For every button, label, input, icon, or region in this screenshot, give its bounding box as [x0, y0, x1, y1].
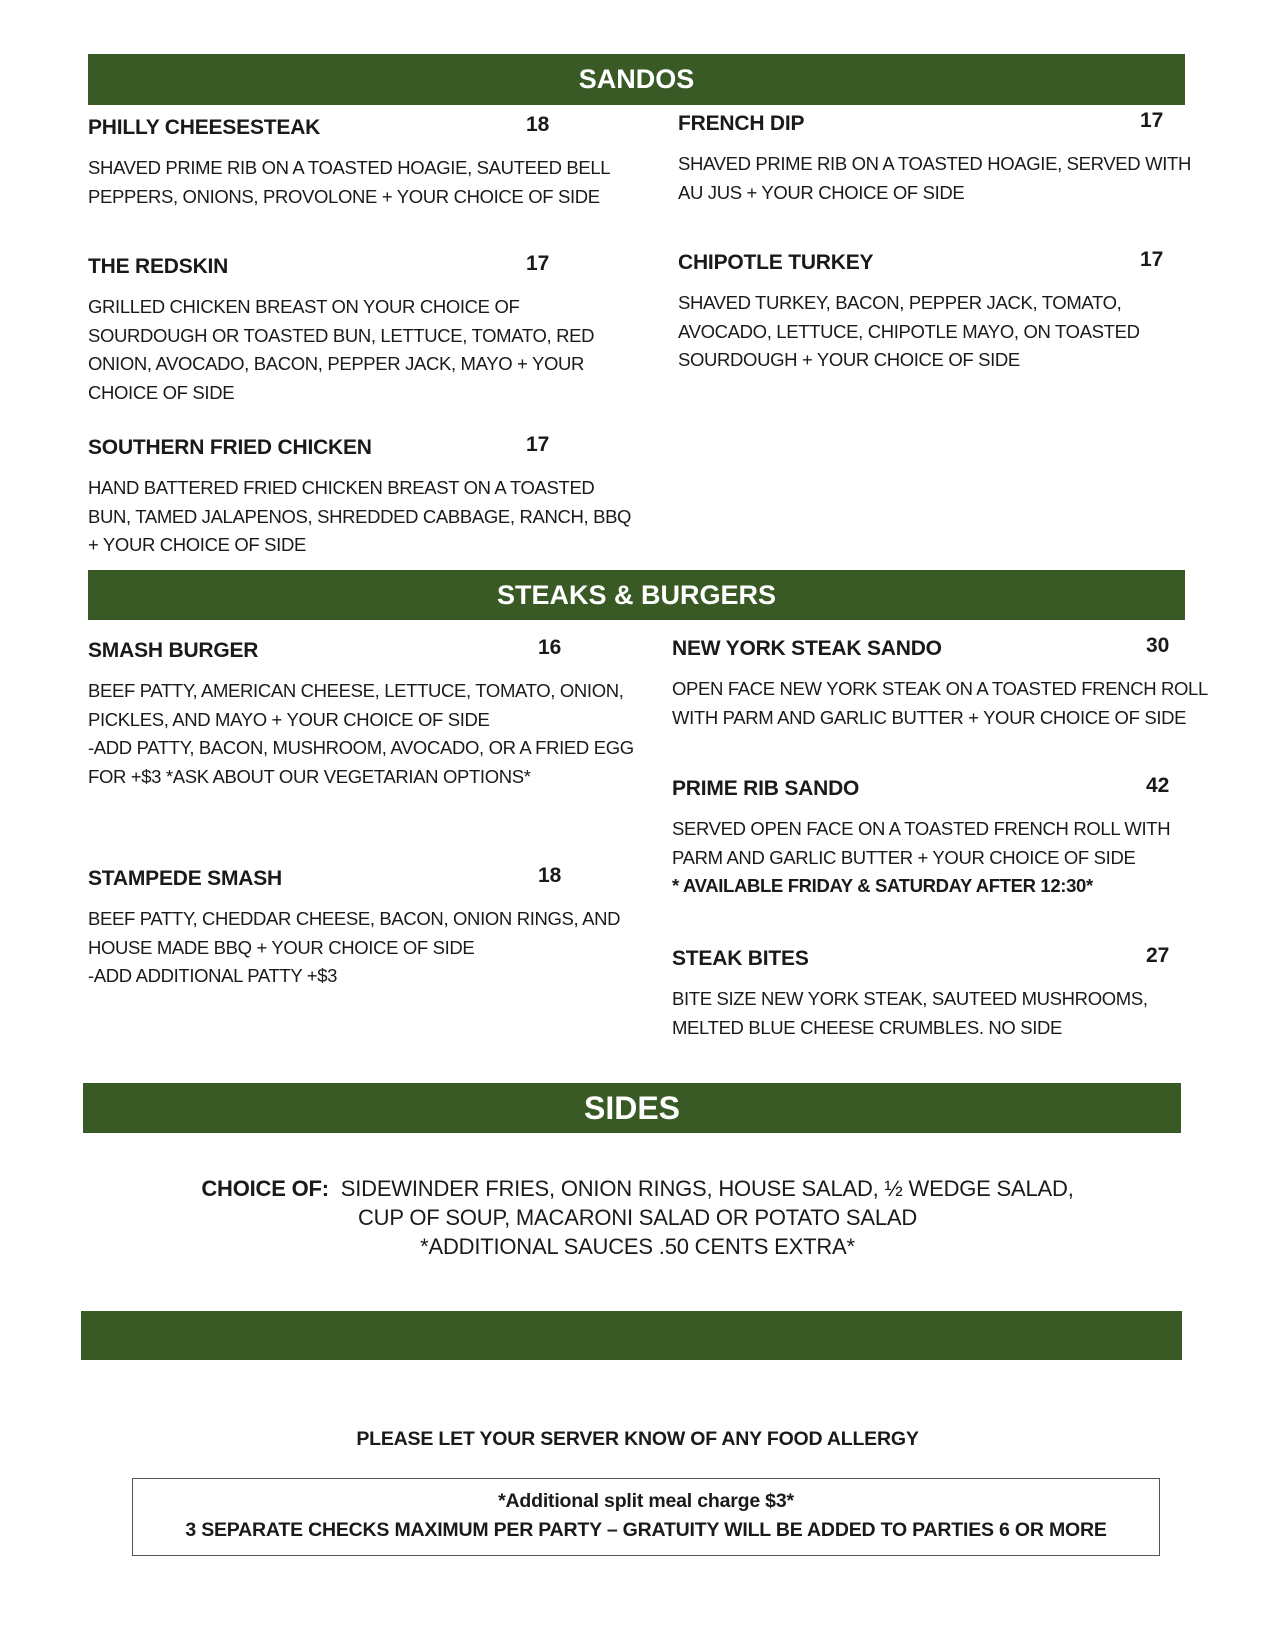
item-name: SOUTHERN FRIED CHICKEN: [88, 436, 372, 459]
allergy-notice: PLEASE LET YOUR SERVER KNOW OF ANY FOOD ALLERGY: [356, 1428, 919, 1450]
item-name: NEW YORK STEAK SANDO: [672, 637, 942, 660]
description-line: + YOUR CHOICE OF SIDE: [88, 534, 306, 556]
description-line: HOUSE MADE BBQ + YOUR CHOICE OF SIDE: [88, 936, 475, 958]
description-line: SOURDOUGH OR TOASTED BUN, LETTUCE, TOMATO, RED: [88, 324, 595, 346]
item-name: STEAK BITES: [672, 947, 809, 970]
menu-item-southern-fried-chicken: [88, 433, 633, 561]
item-price: 17: [1140, 248, 1164, 271]
item-name: SMASH BURGER: [88, 639, 259, 662]
item-description: [672, 985, 1148, 1042]
item-description: [678, 150, 1191, 207]
footer-band: [81, 1311, 1182, 1360]
item-name: CHIPOTLE TURKEY: [678, 251, 874, 274]
description-line: CHOICE OF SIDE: [88, 381, 235, 403]
menu-item-prime-rib-sando: [672, 774, 1212, 907]
menu-item-philly-cheesesteak: [88, 113, 633, 216]
item-price: 18: [538, 864, 562, 887]
description-line: BITE SIZE NEW YORK STEAK, SAUTEED MUSHROOMS,: [672, 988, 1148, 1009]
description-line: AVOCADO, LETTUCE, CHIPOTLE MAYO, ON TOASTED: [678, 320, 1140, 342]
item-description: [672, 675, 1208, 732]
item-name: FRENCH DIP: [678, 112, 805, 135]
description-line: PEPPERS, ONIONS, PROVOLONE + YOUR CHOICE OF SIDE: [88, 185, 600, 207]
item-description: [88, 905, 620, 991]
description-line: PARM AND GARLIC BUTTER + YOUR CHOICE OF SIDE: [672, 846, 1136, 868]
item-description: [678, 289, 1140, 375]
item-price: 17: [1140, 109, 1164, 132]
item-name: PHILLY CHEESESTEAK: [88, 116, 321, 139]
section-header-steaks-burgers: [88, 570, 1185, 620]
section-header-sandos: [88, 54, 1185, 105]
description-line: OPEN FACE NEW YORK STEAK ON A TOASTED FRENCH ROLL: [672, 678, 1208, 699]
description-line: WITH PARM AND GARLIC BUTTER + YOUR CHOICE OF SIDE: [672, 706, 1187, 728]
item-name: STAMPEDE SMASH: [88, 867, 282, 890]
description-line: SHAVED PRIME RIB ON A TOASTED HOAGIE, SERVED WITH: [678, 153, 1191, 174]
menu-item-stampede-smash: [88, 864, 648, 992]
sides-sauce-note: *ADDITIONAL SAUCES .50 CENTS EXTRA*: [420, 1234, 855, 1259]
description-line: GRILLED CHICKEN BREAST ON YOUR CHOICE OF: [88, 296, 520, 317]
section-title: SANDOS: [578, 64, 695, 94]
description-line: BUN, TAMED JALAPENOS, SHREDDED CABBAGE, RANCH, BBQ: [88, 505, 632, 527]
sides-line-2: CUP OF SOUP, MACARONI SALAD OR POTATO SALAD: [357, 1205, 918, 1230]
description-line: SHAVED PRIME RIB ON A TOASTED HOAGIE, SAUTEED BELL: [88, 157, 611, 178]
menu-item-steak-bites: [672, 944, 1212, 1047]
sides-label: CHOICE OF:: [201, 1176, 329, 1201]
item-price: 42: [1146, 774, 1170, 797]
description-line: BEEF PATTY, CHEDDAR CHEESE, BACON, ONION RINGS, AND: [88, 908, 621, 929]
menu-item-new-york-steak-sando: [672, 634, 1212, 737]
description-line: BEEF PATTY, AMERICAN CHEESE, LETTUCE, TOMATO, ONION,: [88, 680, 624, 701]
menu-item-smash-burger: [88, 636, 648, 799]
item-description: [88, 154, 610, 211]
policy-box: [132, 1478, 1160, 1556]
menu-item-the-redskin: [88, 252, 633, 415]
description-line: -ADD PATTY, BACON, MUSHROOM, AVOCADO, OR A FRIED EGG: [88, 737, 634, 759]
sides-list: [0, 1174, 1275, 1261]
item-name: THE REDSKIN: [88, 255, 229, 278]
menu-item-french-dip: [678, 109, 1198, 212]
description-line: ONION, AVOCADO, BACON, PEPPER JACK, MAYO + YOUR: [88, 353, 585, 375]
item-description: [672, 815, 1170, 901]
item-price: 17: [526, 252, 550, 275]
item-price: 18: [526, 113, 550, 136]
description-line: SHAVED TURKEY, BACON, PEPPER JACK, TOMATO,: [678, 292, 1122, 313]
split-meal-charge: *Additional split meal charge $3*: [498, 1490, 794, 1512]
description-line: SERVED OPEN FACE ON A TOASTED FRENCH ROLL WITH: [672, 818, 1171, 839]
item-description: [88, 677, 634, 791]
description-line: MELTED BLUE CHEESE CRUMBLES. NO SIDE: [672, 1016, 1063, 1038]
sides-line-1: [0, 1174, 1275, 1203]
sides-options: SIDEWINDER FRIES, ONION RINGS, HOUSE SALAD, ½ WEDGE SALAD,: [340, 1176, 1074, 1201]
description-line: SOURDOUGH + YOUR CHOICE OF SIDE: [678, 349, 1020, 371]
item-description: [88, 474, 631, 560]
section-title: STEAKS & BURGERS: [496, 580, 777, 610]
item-price: 17: [526, 433, 550, 456]
item-price: 27: [1146, 944, 1170, 967]
section-title: SIDES: [583, 1090, 681, 1126]
item-price: 30: [1146, 634, 1170, 657]
description-line: FOR +$3 *ASK ABOUT OUR VEGETARIAN OPTIONS*: [88, 765, 531, 787]
item-name: PRIME RIB SANDO: [672, 777, 860, 800]
description-line: AU JUS + YOUR CHOICE OF SIDE: [678, 181, 965, 203]
item-description: [88, 293, 594, 407]
menu-item-chipotle-turkey: [678, 248, 1198, 381]
checks-policy: 3 SEPARATE CHECKS MAXIMUM PER PARTY – GRATUITY WILL BE ADDED TO PARTIES 6 OR MORE: [185, 1519, 1107, 1541]
description-line: PICKLES, AND MAYO + YOUR CHOICE OF SIDE: [88, 708, 490, 730]
availability-note: * AVAILABLE FRIDAY & SATURDAY AFTER 12:30*: [672, 875, 1093, 897]
description-line: HAND BATTERED FRIED CHICKEN BREAST ON A TOASTED: [88, 477, 595, 498]
description-line: -ADD ADDITIONAL PATTY +$3: [88, 965, 338, 987]
item-price: 16: [538, 636, 562, 659]
section-header-sides: [83, 1083, 1181, 1133]
